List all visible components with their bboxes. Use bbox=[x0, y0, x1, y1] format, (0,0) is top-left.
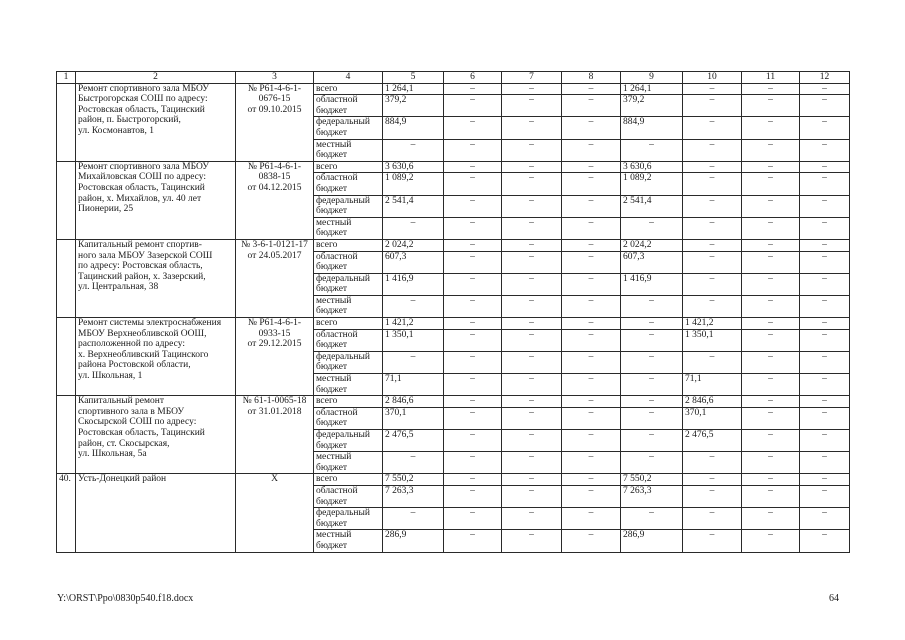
amount-cell: – bbox=[502, 161, 562, 173]
amount-cell: – bbox=[444, 173, 502, 195]
amount-cell: – bbox=[502, 295, 562, 317]
amount-cell: 884,9 bbox=[383, 117, 444, 139]
amount-cell: 2 541,4 bbox=[621, 195, 683, 217]
amount-cell: – bbox=[444, 485, 502, 507]
amount-cell: 1 264,1 bbox=[383, 83, 444, 95]
amount-cell: – bbox=[383, 452, 444, 474]
amount-cell: 2 846,6 bbox=[383, 396, 444, 408]
amount-cell: – bbox=[502, 452, 562, 474]
amount-cell: 607,3 bbox=[383, 251, 444, 273]
column-number: 6 bbox=[444, 72, 502, 84]
funding-source-cell: федеральный бюджет bbox=[314, 195, 383, 217]
amount-cell: – bbox=[800, 95, 850, 117]
amount-cell: – bbox=[683, 83, 742, 95]
amount-cell: – bbox=[444, 95, 502, 117]
amount-cell: – bbox=[621, 396, 683, 408]
expertise-doc-cell: № Р61-4-6-1- 0838-15 от 04.12.2015 bbox=[236, 161, 314, 239]
row-number-cell bbox=[57, 83, 76, 161]
amount-cell: – bbox=[621, 407, 683, 429]
amount-cell: – bbox=[562, 329, 621, 351]
amount-cell: 1 416,9 bbox=[621, 273, 683, 295]
amount-cell: – bbox=[502, 273, 562, 295]
amount-cell: – bbox=[742, 407, 800, 429]
amount-cell: – bbox=[502, 508, 562, 530]
object-name-cell: Капитальный ремонт спортивного зала в МБОУ Скосырской СОШ по адресу: Ростовская область, Тацинский район, ст. Скосырская, ул. Школьная, 5а bbox=[76, 396, 236, 474]
table-row bbox=[57, 396, 850, 408]
amount-cell: 2 846,6 bbox=[683, 396, 742, 408]
amount-cell: – bbox=[683, 351, 742, 373]
amount-cell: 370,1 bbox=[383, 407, 444, 429]
funding-source-cell: местный бюджет bbox=[314, 217, 383, 239]
amount-cell: – bbox=[800, 239, 850, 251]
amount-cell: 286,9 bbox=[621, 530, 683, 552]
amount-cell: – bbox=[383, 139, 444, 161]
funding-source-cell: всего bbox=[314, 474, 383, 486]
amount-cell: – bbox=[800, 295, 850, 317]
amount-cell: – bbox=[444, 374, 502, 396]
amount-cell: – bbox=[742, 329, 800, 351]
amount-cell: – bbox=[444, 217, 502, 239]
amount-cell: – bbox=[800, 173, 850, 195]
row-number-cell bbox=[57, 396, 76, 474]
amount-cell: – bbox=[444, 407, 502, 429]
amount-cell: – bbox=[562, 217, 621, 239]
amount-cell: – bbox=[444, 161, 502, 173]
amount-cell: – bbox=[800, 430, 850, 452]
amount-cell: – bbox=[800, 351, 850, 373]
amount-cell: 607,3 bbox=[621, 251, 683, 273]
amount-cell: 2 541,4 bbox=[383, 195, 444, 217]
amount-cell: – bbox=[562, 195, 621, 217]
amount-cell: – bbox=[562, 117, 621, 139]
expertise-doc-cell: № Р61-4-6-1- 0676-15 от 09.10.2015 bbox=[236, 83, 314, 161]
amount-cell: – bbox=[562, 430, 621, 452]
funding-source-cell: всего bbox=[314, 318, 383, 330]
amount-cell: – bbox=[502, 530, 562, 552]
amount-cell: 7 263,3 bbox=[621, 485, 683, 507]
amount-cell: – bbox=[444, 83, 502, 95]
column-number: 7 bbox=[502, 72, 562, 84]
amount-cell: – bbox=[683, 117, 742, 139]
amount-cell: – bbox=[683, 295, 742, 317]
amount-cell: – bbox=[800, 329, 850, 351]
amount-cell: – bbox=[444, 117, 502, 139]
amount-cell: – bbox=[502, 351, 562, 373]
amount-cell: – bbox=[683, 217, 742, 239]
amount-cell: – bbox=[562, 139, 621, 161]
row-number-cell bbox=[57, 318, 76, 396]
amount-cell: – bbox=[502, 83, 562, 95]
amount-cell: – bbox=[742, 295, 800, 317]
amount-cell: – bbox=[383, 508, 444, 530]
amount-cell: – bbox=[444, 251, 502, 273]
funding-table bbox=[56, 71, 850, 553]
amount-cell: – bbox=[444, 396, 502, 408]
amount-cell: – bbox=[742, 195, 800, 217]
amount-cell: – bbox=[444, 273, 502, 295]
amount-cell: – bbox=[502, 239, 562, 251]
amount-cell: – bbox=[683, 195, 742, 217]
amount-cell: – bbox=[562, 295, 621, 317]
amount-cell: – bbox=[444, 239, 502, 251]
expertise-doc-cell: Х bbox=[236, 474, 314, 552]
amount-cell: – bbox=[444, 430, 502, 452]
amount-cell: – bbox=[742, 474, 800, 486]
amount-cell: – bbox=[800, 474, 850, 486]
amount-cell: – bbox=[742, 161, 800, 173]
amount-cell: – bbox=[383, 217, 444, 239]
amount-cell: – bbox=[444, 329, 502, 351]
amount-cell: – bbox=[502, 329, 562, 351]
amount-cell: 884,9 bbox=[621, 117, 683, 139]
row-number-cell: 40. bbox=[57, 474, 76, 552]
column-number: 3 bbox=[236, 72, 314, 84]
amount-cell: – bbox=[683, 251, 742, 273]
amount-cell: – bbox=[683, 239, 742, 251]
funding-source-cell: областной бюджет bbox=[314, 329, 383, 351]
amount-cell: – bbox=[502, 251, 562, 273]
amount-cell: – bbox=[742, 83, 800, 95]
expertise-doc-cell: № Р61-4-6-1- 0933-15 от 29.12.2015 bbox=[236, 318, 314, 396]
amount-cell: 1 350,1 bbox=[383, 329, 444, 351]
funding-source-cell: местный бюджет bbox=[314, 295, 383, 317]
funding-source-cell: федеральный бюджет bbox=[314, 117, 383, 139]
amount-cell: – bbox=[800, 273, 850, 295]
amount-cell: – bbox=[742, 452, 800, 474]
column-number-row bbox=[57, 72, 850, 84]
amount-cell: 2 024,2 bbox=[383, 239, 444, 251]
column-number: 10 bbox=[683, 72, 742, 84]
amount-cell: – bbox=[621, 452, 683, 474]
amount-cell: – bbox=[800, 195, 850, 217]
amount-cell: 2 476,5 bbox=[383, 430, 444, 452]
funding-source-cell: федеральный бюджет bbox=[314, 508, 383, 530]
amount-cell: – bbox=[742, 508, 800, 530]
amount-cell: – bbox=[562, 452, 621, 474]
funding-source-cell: местный бюджет bbox=[314, 374, 383, 396]
amount-cell: 1 416,9 bbox=[383, 273, 444, 295]
amount-cell: – bbox=[800, 251, 850, 273]
amount-cell: – bbox=[562, 273, 621, 295]
amount-cell: – bbox=[683, 173, 742, 195]
object-name-cell: Усть-Донецкий район bbox=[76, 474, 236, 552]
funding-source-cell: всего bbox=[314, 161, 383, 173]
row-number-cell bbox=[57, 239, 76, 317]
amount-cell: – bbox=[444, 195, 502, 217]
amount-cell: 2 024,2 bbox=[621, 239, 683, 251]
object-name-cell: Ремонт спортивного зала МБОУ Быстрогорская СОШ по адресу: Ростовская область, Тацинский район, п. Быстрогорский, ул. Космонавтов, 1 bbox=[76, 83, 236, 161]
amount-cell: – bbox=[621, 217, 683, 239]
amount-cell: – bbox=[562, 83, 621, 95]
amount-cell: – bbox=[502, 407, 562, 429]
amount-cell: – bbox=[800, 396, 850, 408]
column-number: 1 bbox=[57, 72, 76, 84]
amount-cell: – bbox=[742, 95, 800, 117]
amount-cell: – bbox=[562, 508, 621, 530]
table-row bbox=[57, 239, 850, 251]
column-number: 2 bbox=[76, 72, 236, 84]
object-name-cell: Ремонт спортивного зала МБОУ Михайловская СОШ по адресу: Ростовская область, Тацинский район, х. Михайлов, ул. 40 лет Пионерии, 25 bbox=[76, 161, 236, 239]
amount-cell: – bbox=[742, 351, 800, 373]
funding-source-cell: федеральный бюджет bbox=[314, 351, 383, 373]
amount-cell: – bbox=[444, 530, 502, 552]
amount-cell: – bbox=[621, 351, 683, 373]
amount-cell: 286,9 bbox=[383, 530, 444, 552]
amount-cell: – bbox=[742, 485, 800, 507]
column-number: 12 bbox=[800, 72, 850, 84]
amount-cell: – bbox=[444, 474, 502, 486]
amount-cell: 3 630,6 bbox=[621, 161, 683, 173]
table-row bbox=[57, 318, 850, 330]
amount-cell: – bbox=[502, 173, 562, 195]
amount-cell: – bbox=[800, 83, 850, 95]
amount-cell: – bbox=[502, 95, 562, 117]
amount-cell: – bbox=[683, 508, 742, 530]
amount-cell: – bbox=[742, 217, 800, 239]
amount-cell: – bbox=[683, 95, 742, 117]
funding-source-cell: областной бюджет bbox=[314, 485, 383, 507]
funding-source-cell: федеральный бюджет bbox=[314, 273, 383, 295]
amount-cell: – bbox=[742, 117, 800, 139]
amount-cell: – bbox=[562, 318, 621, 330]
table-row bbox=[57, 161, 850, 173]
amount-cell: – bbox=[562, 161, 621, 173]
amount-cell: – bbox=[562, 173, 621, 195]
amount-cell: – bbox=[502, 485, 562, 507]
amount-cell: – bbox=[562, 239, 621, 251]
funding-source-cell: всего bbox=[314, 239, 383, 251]
expertise-doc-cell: № 61-1-0065-18 от 31.01.2018 bbox=[236, 396, 314, 474]
column-number: 9 bbox=[621, 72, 683, 84]
amount-cell: – bbox=[800, 485, 850, 507]
amount-cell: 1 264,1 bbox=[621, 83, 683, 95]
amount-cell: – bbox=[444, 318, 502, 330]
amount-cell: – bbox=[444, 295, 502, 317]
column-number: 11 bbox=[742, 72, 800, 84]
amount-cell: – bbox=[621, 430, 683, 452]
amount-cell: 370,1 bbox=[683, 407, 742, 429]
funding-source-cell: областной бюджет bbox=[314, 251, 383, 273]
funding-source-cell: федеральный бюджет bbox=[314, 430, 383, 452]
amount-cell: – bbox=[742, 239, 800, 251]
amount-cell: – bbox=[444, 351, 502, 373]
table-row bbox=[57, 474, 850, 486]
funding-source-cell: местный бюджет bbox=[314, 139, 383, 161]
object-name-cell: Капитальный ремонт спортив- ного зала МБОУ Зазерской СОШ по адресу: Ростовская область, Тацинский район, х. Зазерский, ул. Центральная, 38 bbox=[76, 239, 236, 317]
row-number-cell bbox=[57, 161, 76, 239]
amount-cell: 71,1 bbox=[383, 374, 444, 396]
amount-cell: – bbox=[621, 139, 683, 161]
amount-cell: – bbox=[383, 295, 444, 317]
amount-cell: – bbox=[502, 474, 562, 486]
amount-cell: 1 350,1 bbox=[683, 329, 742, 351]
amount-cell: – bbox=[502, 139, 562, 161]
amount-cell: – bbox=[502, 430, 562, 452]
amount-cell: – bbox=[562, 530, 621, 552]
amount-cell: – bbox=[800, 530, 850, 552]
amount-cell: – bbox=[502, 217, 562, 239]
amount-cell: 2 476,5 bbox=[683, 430, 742, 452]
amount-cell: 1 089,2 bbox=[621, 173, 683, 195]
amount-cell: 71,1 bbox=[683, 374, 742, 396]
amount-cell: – bbox=[683, 474, 742, 486]
amount-cell: – bbox=[742, 396, 800, 408]
amount-cell: 7 263,3 bbox=[383, 485, 444, 507]
amount-cell: – bbox=[502, 318, 562, 330]
amount-cell: – bbox=[800, 217, 850, 239]
amount-cell: – bbox=[621, 318, 683, 330]
page-number: 64 bbox=[829, 593, 839, 604]
amount-cell: – bbox=[502, 396, 562, 408]
amount-cell: – bbox=[562, 251, 621, 273]
amount-cell: – bbox=[562, 374, 621, 396]
amount-cell: – bbox=[562, 396, 621, 408]
amount-cell: – bbox=[800, 117, 850, 139]
amount-cell: – bbox=[742, 251, 800, 273]
amount-cell: – bbox=[742, 530, 800, 552]
amount-cell: – bbox=[683, 161, 742, 173]
column-number: 8 bbox=[562, 72, 621, 84]
funding-source-cell: местный бюджет bbox=[314, 530, 383, 552]
amount-cell: – bbox=[683, 485, 742, 507]
amount-cell: 7 550,2 bbox=[621, 474, 683, 486]
amount-cell: 379,2 bbox=[383, 95, 444, 117]
amount-cell: – bbox=[562, 407, 621, 429]
amount-cell: – bbox=[562, 485, 621, 507]
amount-cell: 1 421,2 bbox=[383, 318, 444, 330]
amount-cell: – bbox=[383, 351, 444, 373]
amount-cell: – bbox=[502, 374, 562, 396]
funding-source-cell: всего bbox=[314, 83, 383, 95]
amount-cell: – bbox=[683, 452, 742, 474]
amount-cell: – bbox=[621, 329, 683, 351]
amount-cell: – bbox=[800, 318, 850, 330]
funding-source-cell: областной бюджет bbox=[314, 407, 383, 429]
amount-cell: – bbox=[800, 374, 850, 396]
amount-cell: – bbox=[562, 351, 621, 373]
amount-cell: 3 630,6 bbox=[383, 161, 444, 173]
amount-cell: – bbox=[742, 430, 800, 452]
amount-cell: – bbox=[444, 139, 502, 161]
amount-cell: – bbox=[742, 374, 800, 396]
amount-cell: – bbox=[800, 161, 850, 173]
amount-cell: – bbox=[742, 139, 800, 161]
amount-cell: – bbox=[800, 139, 850, 161]
amount-cell: 1 421,2 bbox=[683, 318, 742, 330]
amount-cell: 7 550,2 bbox=[383, 474, 444, 486]
amount-cell: – bbox=[444, 452, 502, 474]
table-row bbox=[57, 83, 850, 95]
amount-cell: – bbox=[742, 318, 800, 330]
funding-source-cell: всего bbox=[314, 396, 383, 408]
amount-cell: – bbox=[621, 374, 683, 396]
column-number: 4 bbox=[314, 72, 383, 84]
amount-cell: 1 089,2 bbox=[383, 173, 444, 195]
funding-source-cell: областной бюджет bbox=[314, 95, 383, 117]
amount-cell: – bbox=[800, 508, 850, 530]
amount-cell: – bbox=[502, 195, 562, 217]
footer-file-path: Y:\ORST\Ppo\0830p540.f18.docx bbox=[57, 593, 194, 604]
column-number: 5 bbox=[383, 72, 444, 84]
funding-source-cell: местный бюджет bbox=[314, 452, 383, 474]
funding-source-cell: областной бюджет bbox=[314, 173, 383, 195]
amount-cell: – bbox=[444, 508, 502, 530]
object-name-cell: Ремонт системы электроснабжения МБОУ Верхнеобливской ООШ, расположенной по адресу: х. Верхнеобливский Тацинского района Ростовской области, ул. Школьная, 1 bbox=[76, 318, 236, 396]
amount-cell: – bbox=[562, 474, 621, 486]
amount-cell: 379,2 bbox=[621, 95, 683, 117]
amount-cell: – bbox=[621, 295, 683, 317]
amount-cell: – bbox=[621, 508, 683, 530]
amount-cell: – bbox=[562, 95, 621, 117]
expertise-doc-cell: № 3-6-1-0121-17 от 24.05.2017 bbox=[236, 239, 314, 317]
amount-cell: – bbox=[502, 117, 562, 139]
amount-cell: – bbox=[742, 173, 800, 195]
amount-cell: – bbox=[683, 139, 742, 161]
amount-cell: – bbox=[800, 452, 850, 474]
amount-cell: – bbox=[742, 273, 800, 295]
amount-cell: – bbox=[800, 407, 850, 429]
amount-cell: – bbox=[683, 530, 742, 552]
amount-cell: – bbox=[683, 273, 742, 295]
